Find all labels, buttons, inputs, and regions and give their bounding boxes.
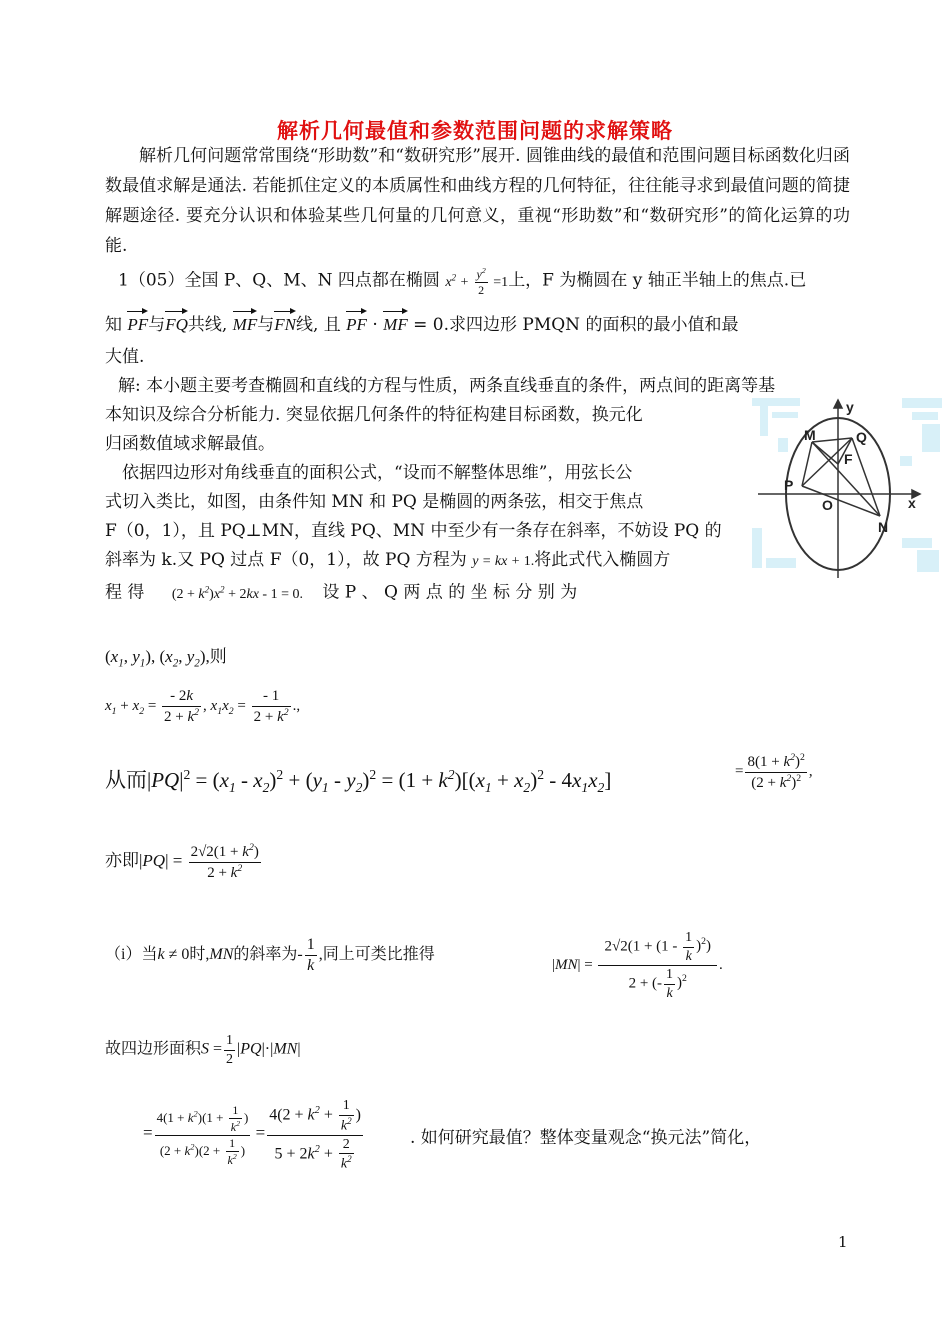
side-mq — [812, 438, 852, 442]
problem-after-ellipse: 上，F 为椭圆在 y 轴正半轴上的焦点.已 — [508, 270, 807, 291]
problem-yu-2: 与 — [257, 315, 275, 335]
background-pattern — [752, 398, 942, 572]
problem-lead: 1（05）全国 P、Q、M、N 四点都在椭圆 — [118, 270, 440, 291]
vector-pf-2: PF — [346, 310, 367, 340]
problem-eq-zero: = 0. — [413, 315, 449, 335]
page-number: 1 — [838, 1233, 848, 1251]
vector-mf: MF — [233, 310, 258, 340]
y-axis-arrow — [834, 400, 842, 408]
pq-line-equation: y = kx + 1. — [472, 554, 535, 569]
solution-para-4 — [105, 545, 730, 577]
line-mf — [812, 442, 838, 464]
case-i-shi: 时, — [189, 946, 210, 964]
label-m: M — [804, 427, 816, 443]
pq-length-squared: 从而$|PQ|^2 = (x_1 - x_2)^2 + (y_1 - y_2)^2 = (1 + k^2)[(x_1 + x_2)^2 - 4x_1x_2]$ — [105, 767, 612, 796]
solution-para-3: F（0，1），且 PQ⊥MN，直线 PQ、MN 中至少有一条存在斜率，不妨设 PQ 的 — [105, 521, 722, 541]
vector-mf-2: MF — [383, 310, 408, 340]
side-pn — [802, 486, 880, 516]
cong-er: 从而 — [105, 768, 147, 792]
vieta-formulas: $x_1 + x_2$ = $\frac{- 2k}{2 + k^2}$ , $x_1x_2$ = $\frac{- 1}{2 + k^2}$ ., — [105, 688, 301, 725]
how-to-optimize: . 如何研究最值？整体变量观念“换元法”简化， — [410, 1128, 762, 1148]
coordinates-lead: 设 P 、 Q 两 点 的 坐 标 分 别 为 — [322, 582, 578, 603]
slope-text: 的斜率为 — [233, 946, 298, 964]
problem-gongxian: 共线, — [187, 315, 228, 335]
label-y: y — [846, 399, 854, 415]
problem-yu-1: 与 — [148, 315, 166, 335]
ellipse-figure — [752, 398, 942, 580]
problem-ask: 求四边形 PMQN 的面积的最小值和最 — [449, 315, 739, 335]
problem-line-2: 知 PF与FQ共线, MF与FN线, 且 PF · MF = 0.求四边形 PMQN 的面积的最小值和最 — [105, 310, 850, 340]
yi-ji: 亦即 — [105, 851, 139, 871]
vector-pf: PF — [127, 310, 148, 340]
solution-para-2: 式切入类比，如图，由条件知 MN 和 PQ 是椭圆的两条弦，相交于焦点 — [105, 492, 644, 512]
case-i-label: （i）当 — [105, 946, 158, 964]
side-qn — [852, 438, 880, 516]
solution-line-2: 本知识及综合分析能力. 突显依据几何条件的特征构建目标函数，换元化 — [105, 405, 643, 425]
solution-line-1: 解: 本小题主要考查椭圆和直线的方程与性质，两条直线垂直的条件，两点间的距离等基 — [118, 376, 776, 396]
case-i-line: （i）当k ≠ 0时,MN的斜率为- $\frac{1}{k}$ ,同上可类比推得 — [105, 936, 435, 974]
pq-length-squared-result: = $\frac{8(1 + k^2)^2}{(2 + k^2)^2}$ , — [735, 752, 813, 791]
pq-substitute-text: 将此式代入椭圆方 — [534, 550, 671, 570]
fang-cheng-de: 程 得 — [105, 582, 145, 603]
solution-para-5 — [105, 574, 730, 610]
solution-para-1: 依据四边形对角线垂直的面积公式，“设而不解整体思维”，用弦长公 — [122, 463, 633, 483]
label-f: F — [844, 451, 853, 467]
pq-length: 亦即|PQ| = $\frac{2√2(1 + k^2)}{2 + k^2}$ — [105, 842, 259, 881]
pq-equation-lead: 斜率为 k.又 PQ 过点 F（0，1），故 PQ 方程为 — [105, 550, 467, 570]
analog-text: 同上可类比推得 — [322, 946, 435, 964]
mn-length: |MN| = 2√2(1 + (1 - $\frac{1}{k}$ )$^2$) 2 + (- $\frac{1}{k}$ )$^2$ . — [552, 930, 723, 1001]
vector-fq: FQ — [165, 310, 188, 340]
quadratic-equation: $(2 + k^2)x^2 + 2kx - 1 = 0$. — [171, 584, 303, 602]
then-text: 则 — [209, 647, 227, 666]
label-q: Q — [856, 429, 867, 445]
problem-line-3: 大值. — [105, 347, 145, 367]
label-n: N — [878, 519, 889, 535]
problem-xian-qie: 线, 且 — [295, 315, 341, 335]
label-x: x — [908, 495, 916, 511]
vector-fn: FN — [274, 310, 296, 340]
coordinates-expr: ($x_1$, $y_1$), ($x_2$, $y_2$),则 — [105, 647, 227, 670]
document-title: 解析几何最值和参数范围问题的求解策略 — [277, 118, 673, 143]
solution-line-3: 归函数值域求解最值。 — [105, 434, 275, 454]
ellipse-equation: $x^2$ + $\frac{y^2}{2}$ =1 — [445, 265, 509, 297]
problem-zhi: 知 — [105, 315, 122, 335]
area-formula: 故四边形面积S = $\frac{1}{2}$ |PQ|·|MN| — [105, 1033, 301, 1067]
problem-line-1 — [118, 262, 850, 298]
area-lead: 故四边形面积 — [105, 1040, 202, 1058]
intro-paragraph: 解析几何问题常常围绕“形助数”和“数研究形”展开. 圆锥曲线的最值和范围问题目标函数化归函数最值求解是通法. 若能抓住定义的本质属性和曲线方程的几何特征，往往能寻求到最值问题的简捷解题途径. 要充分认识和体验某些几何量的几何意义，重视“形助数”和“数研究形”的简化运算的功能. — [105, 146, 850, 256]
label-o: O — [822, 497, 833, 513]
label-p: P — [784, 477, 794, 493]
area-expression: = $4(1 + k^2)(1$ + $\frac{1}{k^2}$ ) $(2 + k^2)(2$ + $\frac{1}{k^2}$ ) = $4(2 + k^2$ + $\frac{1}{k^2}$ ) $5 + 2k^2$ + $\frac{2}{k^2}$ — [143, 1098, 361, 1172]
side-pm — [802, 442, 812, 486]
